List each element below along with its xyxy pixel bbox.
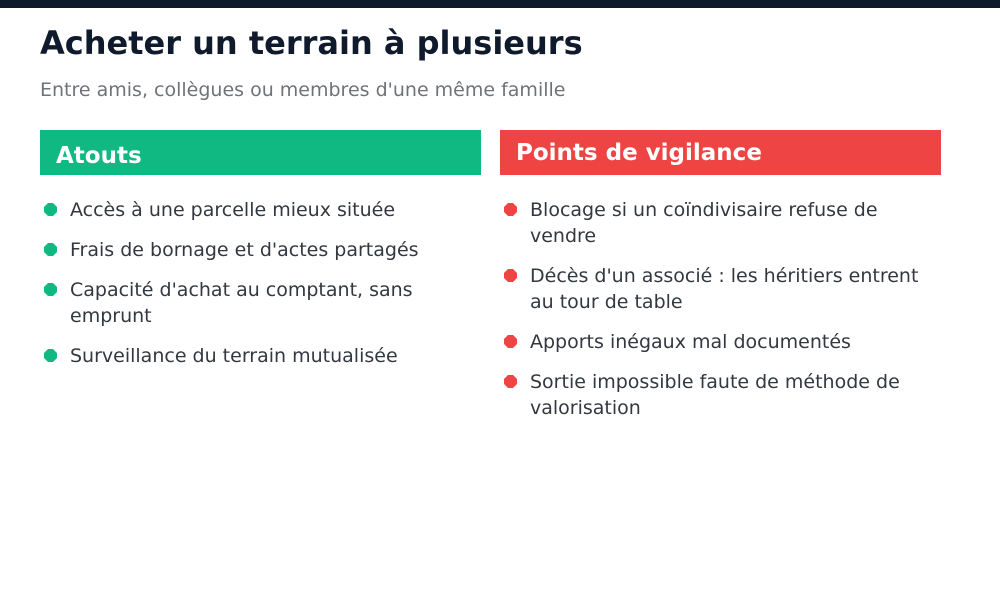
atouts-item <box>40 197 481 223</box>
atouts-item-text: Frais de bornage et d'actes partagés <box>70 239 419 261</box>
atouts-item-text: Capacité d'achat au comptant, sans emprunt <box>70 279 413 327</box>
page-title: Acheter un terrain à plusieurs <box>40 24 583 62</box>
vigilance-item <box>500 197 941 249</box>
green-bullet-icon <box>44 283 57 296</box>
vigilance-item-text: Décès d'un associé : les héritiers entrent au tour de table <box>530 265 919 313</box>
atouts-list <box>40 197 481 369</box>
atouts-item <box>40 343 481 369</box>
red-bullet-icon <box>504 375 517 388</box>
vigilance-item <box>500 369 941 421</box>
red-bullet-icon <box>504 203 517 216</box>
atouts-item-text: Accès à une parcelle mieux située <box>70 199 396 221</box>
vigilance-item <box>500 329 941 355</box>
vigilance-heading: Points de vigilance <box>500 130 941 175</box>
atouts-item <box>40 277 481 329</box>
top-accent-bar <box>0 0 1000 8</box>
vigilance-item <box>500 263 941 315</box>
page-subtitle: Entre amis, collègues ou membres d'une même famille <box>40 79 566 101</box>
atouts-column <box>40 130 481 383</box>
atouts-item-text: Surveillance du terrain mutualisée <box>70 345 398 367</box>
green-bullet-icon <box>44 349 57 362</box>
vigilance-item-text: Blocage si un coïndivisaire refuse de vendre <box>530 199 878 247</box>
atouts-heading: Atouts <box>40 130 481 175</box>
red-bullet-icon <box>504 335 517 348</box>
vigilance-list <box>500 197 941 421</box>
atouts-item <box>40 237 481 263</box>
green-bullet-icon <box>44 243 57 256</box>
vigilance-column <box>500 130 941 435</box>
vigilance-item-text: Apports inégaux mal documentés <box>530 331 851 353</box>
red-bullet-icon <box>504 269 517 282</box>
green-bullet-icon <box>44 203 57 216</box>
vigilance-item-text: Sortie impossible faute de méthode de valorisation <box>530 371 900 419</box>
